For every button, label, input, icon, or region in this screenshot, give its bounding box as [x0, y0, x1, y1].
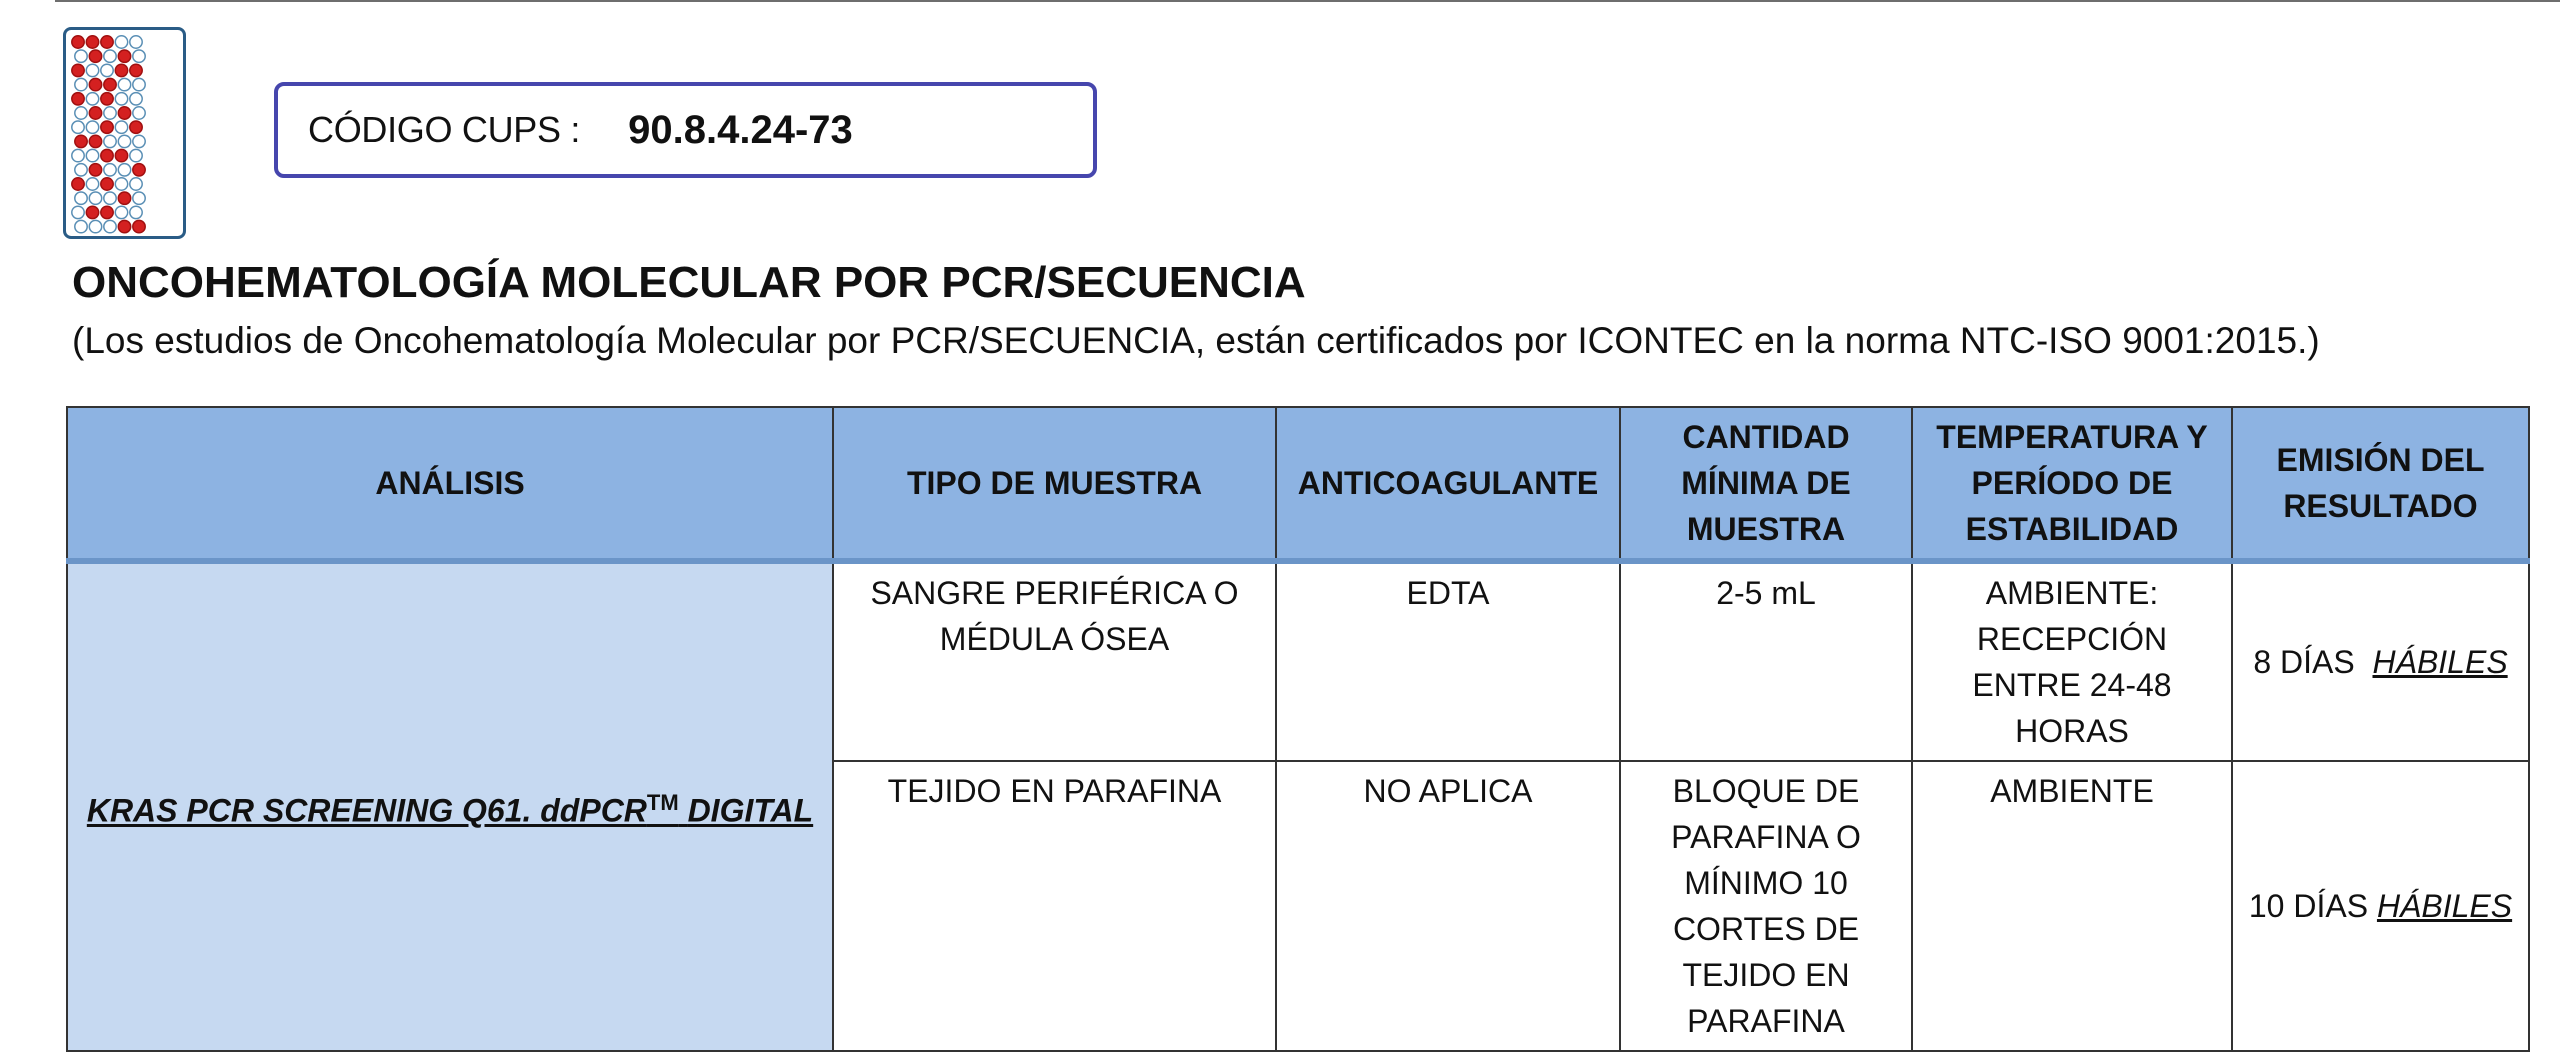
cell-anticoagulante: NO APLICA: [1276, 761, 1620, 1051]
logo-bead: [89, 220, 101, 232]
logo-bead: [86, 36, 98, 48]
logo-bead: [130, 149, 142, 161]
cell-emision: [2232, 761, 2529, 1051]
logo-bead: [75, 107, 87, 119]
logo-bead: [86, 149, 98, 161]
analysis-name: KRAS PCR SCREENING Q61. ddPCR: [86, 792, 647, 829]
table-row: [67, 561, 2529, 761]
logo-bead: [75, 135, 87, 147]
cups-code-value: 90.8.4.24-73: [628, 107, 853, 152]
emision-days: 10 DÍAS: [2248, 888, 2369, 924]
logo-bead: [75, 78, 87, 90]
logo-bead: [130, 178, 142, 190]
logo-bead: [86, 64, 98, 76]
logo-bead: [133, 135, 145, 147]
logo-bead: [101, 178, 113, 190]
trademark-mark: TM: [646, 790, 679, 816]
logo-bead: [72, 64, 84, 76]
logo-bead: [101, 93, 113, 105]
cell-cantidad: BLOQUE DE PARAFINA O MÍNIMO 10 CORTES DE TEJIDO EN PARAFINA: [1620, 761, 1912, 1051]
logo-bead: [86, 121, 98, 133]
logo-bead: [133, 164, 145, 176]
emision-days: 8 DÍAS: [2253, 644, 2355, 680]
header-anticoagulante: ANTICOAGULANTE: [1276, 407, 1620, 561]
cell-temperatura: AMBIENTE: [1912, 761, 2232, 1051]
logo-bead: [75, 192, 87, 204]
logo-bead: [130, 36, 142, 48]
certification-note: (Los estudios de Oncohematología Molecular por PCR/SECUENCIA, están certificados por ICONTEC en la norma NTC-ISO 9001:2015.): [72, 320, 2320, 361]
cell-temperatura: AMBIENTE: RECEPCIÓN ENTRE 24-48 HORAS: [1912, 561, 2232, 761]
logo-bead: [115, 206, 127, 218]
logo-bead: [133, 220, 145, 232]
logo-bead: [130, 206, 142, 218]
header-analisis: ANÁLISIS: [67, 407, 833, 561]
emision-habiles: HÁBILES: [2372, 644, 2508, 680]
logo-bead: [130, 93, 142, 105]
logo-bead: [101, 36, 113, 48]
logo-bead: [89, 107, 101, 119]
logo-bead: [101, 64, 113, 76]
logo-bead: [133, 107, 145, 119]
logo-bead: [72, 93, 84, 105]
logo-bead: [118, 107, 130, 119]
logo-bead: [104, 135, 116, 147]
table-header-row: [67, 407, 2529, 561]
logo-bead: [130, 64, 142, 76]
cups-label: CÓDIGO CUPS :: [308, 109, 581, 150]
logo-bead: [133, 50, 145, 62]
logo-bead: [89, 135, 101, 147]
top-rule: [55, 0, 2560, 2]
logo-bead: [72, 121, 84, 133]
analysis-name-cell: [67, 561, 833, 1051]
logo-bead: [133, 192, 145, 204]
cell-cantidad: 2-5 mL: [1620, 561, 1912, 761]
logo-bead: [104, 78, 116, 90]
logo-bead: [133, 78, 145, 90]
logo-bead: [101, 121, 113, 133]
page-title: ONCOHEMATOLOGÍA MOLECULAR POR PCR/SECUENCIA: [72, 258, 1306, 307]
logo-bead: [118, 164, 130, 176]
logo-bead: [104, 220, 116, 232]
lab-logo: [63, 27, 186, 239]
logo-bead: [104, 192, 116, 204]
logo-bead: [104, 50, 116, 62]
logo-bead: [101, 149, 113, 161]
logo-bead: [104, 107, 116, 119]
logo-bead: [118, 135, 130, 147]
cups-code-box: [274, 82, 1097, 178]
logo-bead: [118, 50, 130, 62]
logo-bead: [89, 50, 101, 62]
cell-anticoagulante: EDTA: [1276, 561, 1620, 761]
logo-bead: [118, 220, 130, 232]
logo-bead: [75, 220, 87, 232]
cell-tipo-muestra: SANGRE PERIFÉRICA O MÉDULA ÓSEA: [833, 561, 1276, 761]
logo-bead: [86, 93, 98, 105]
sample-requirements-table: [66, 406, 2530, 1052]
logo-bead: [115, 36, 127, 48]
logo-bead: [72, 149, 84, 161]
logo-bead: [75, 164, 87, 176]
logo-bead: [72, 178, 84, 190]
header-tipo-muestra: TIPO DE MUESTRA: [833, 407, 1276, 561]
logo-bead: [118, 192, 130, 204]
analysis-suffix: DIGITAL: [687, 792, 814, 829]
header-cantidad: CANTIDAD MÍNIMA DE MUESTRA: [1620, 407, 1912, 561]
logo-bead: [75, 50, 87, 62]
logo-bead: [115, 178, 127, 190]
logo-bead: [104, 164, 116, 176]
logo-bead: [86, 206, 98, 218]
logo-bead: [118, 78, 130, 90]
logo-bead: [101, 206, 113, 218]
logo-bead: [115, 121, 127, 133]
header-temperatura: TEMPERATURA Y PERÍODO DE ESTABILIDAD: [1912, 407, 2232, 561]
logo-bead: [89, 78, 101, 90]
logo-bead: [115, 149, 127, 161]
logo-bead: [89, 164, 101, 176]
logo-bead: [72, 206, 84, 218]
logo-bead: [115, 64, 127, 76]
bead-grid-graphic: [66, 30, 183, 236]
logo-bead: [130, 121, 142, 133]
logo-bead: [89, 192, 101, 204]
emision-habiles: HÁBILES: [2376, 888, 2513, 924]
logo-bead: [115, 93, 127, 105]
logo-bead: [86, 178, 98, 190]
header-emision: EMISIÓN DEL RESULTADO: [2232, 407, 2529, 561]
cell-emision: [2232, 561, 2529, 761]
logo-bead: [72, 36, 84, 48]
cell-tipo-muestra: TEJIDO EN PARAFINA: [833, 761, 1276, 1051]
